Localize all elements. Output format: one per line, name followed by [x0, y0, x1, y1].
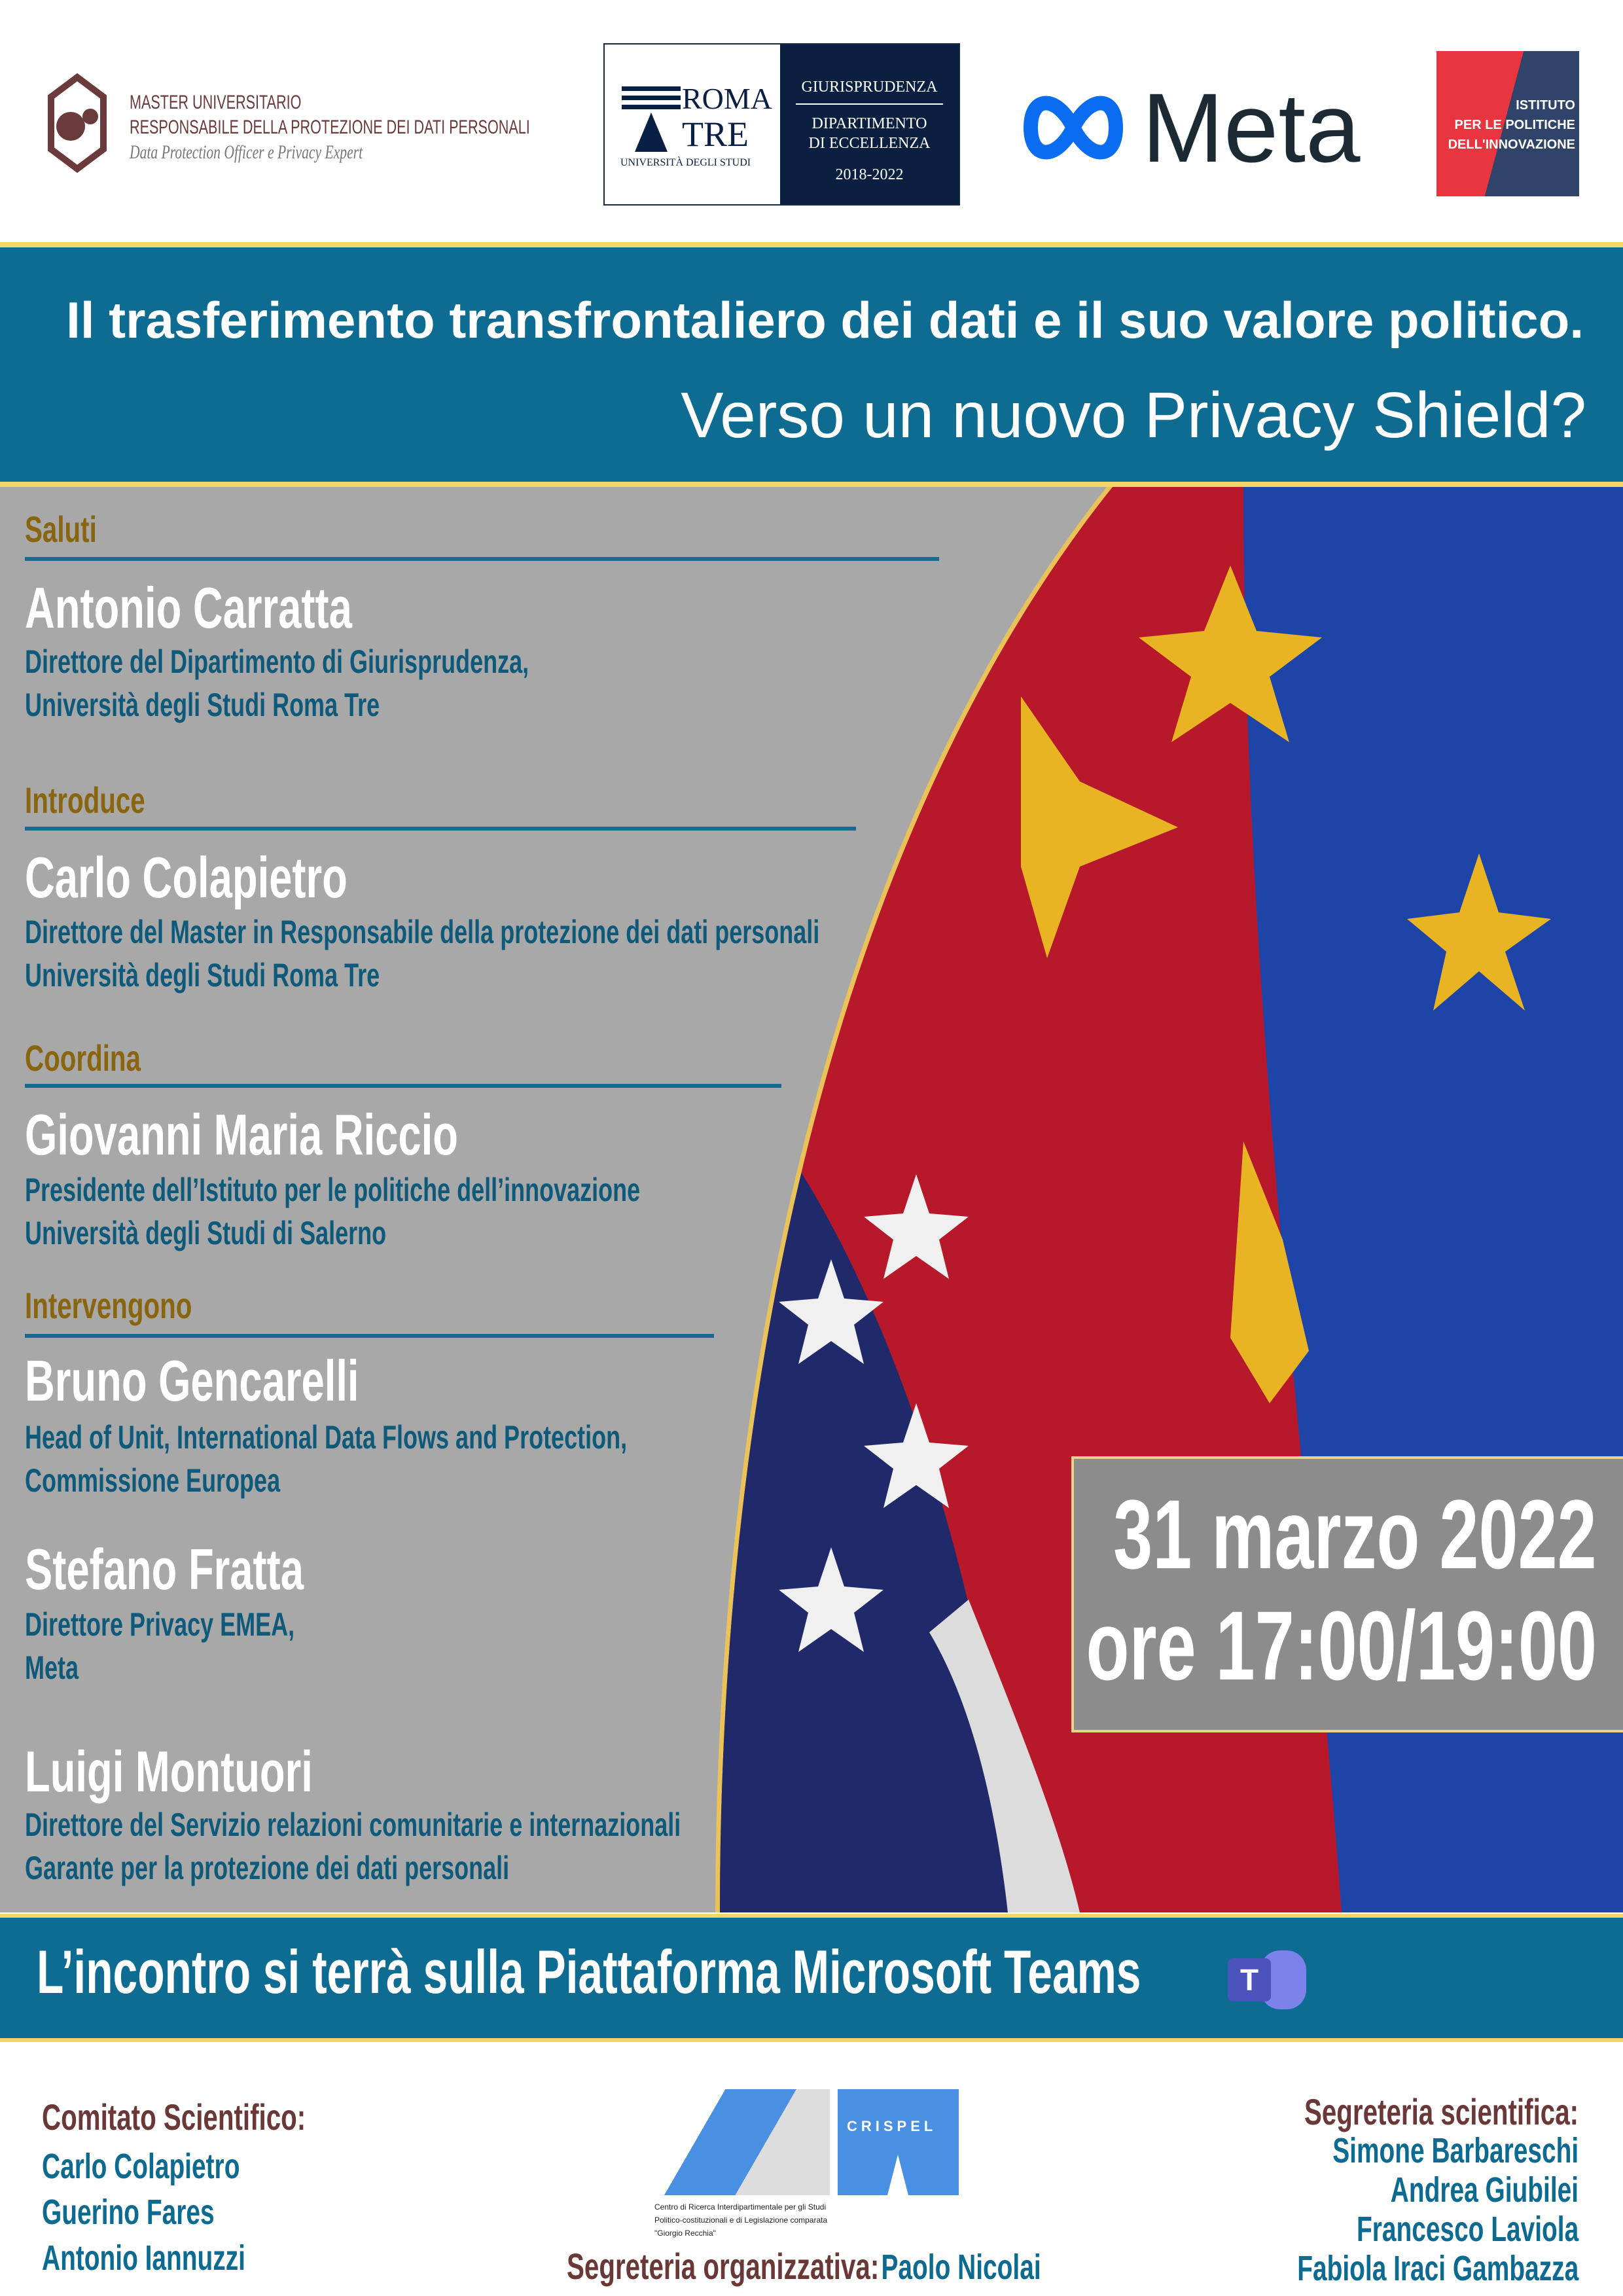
- divider: [0, 482, 1623, 487]
- master-emblem-icon: [38, 71, 110, 175]
- ipi-line3: DELL'INNOVAZIONE: [1448, 137, 1575, 152]
- section-rule: [25, 1334, 714, 1338]
- crispel-logo: [654, 2089, 959, 2259]
- section-rule: [25, 557, 939, 561]
- romatre-roma: ROMA: [682, 82, 773, 115]
- section-label-intervengono: Intervengono: [25, 1285, 192, 1326]
- romatre-logo: [603, 43, 960, 206]
- master-logo: [38, 71, 581, 175]
- section-label-introduce: Introduce: [25, 780, 145, 821]
- speaker-desc: Garante per la protezione dei dati personali: [25, 1850, 510, 1886]
- section-rule: [25, 1084, 781, 1088]
- title-band: [0, 247, 1623, 482]
- speaker-desc: Head of Unit, International Data Flows and Protection,: [25, 1419, 628, 1456]
- master-line3: Data Protection Officer e Privacy Expert: [130, 141, 363, 163]
- crispel-line2: Politico-costituzionali e di Legislazione comparata: [654, 2215, 828, 2225]
- event-time: ore 17:00/19:00: [1086, 1590, 1597, 1700]
- speaker-name: Stefano Fratta: [25, 1537, 304, 1602]
- ipi-line1: ISTITUTO: [1516, 98, 1575, 113]
- ipi-logo: [1436, 51, 1579, 196]
- master-line1: MASTER UNIVERSITARIO: [130, 92, 302, 113]
- speaker-desc: Direttore Privacy EMEA,: [25, 1606, 295, 1643]
- committee-member: Antonio Iannuzzi: [42, 2238, 245, 2278]
- crispel-name: CRISPEL: [847, 2118, 937, 2134]
- romatre-emblem-icon: [622, 86, 681, 152]
- divider: [0, 242, 1623, 247]
- romatre-exc2: DI ECCELLENZA: [808, 135, 931, 152]
- master-line2: RESPONSABILE DELLA PROTEZIONE DEI DATI PERSONALI: [130, 117, 530, 138]
- speaker-desc: Commissione Europea: [25, 1462, 281, 1499]
- ipi-line2: PER LE POLITICHE: [1454, 118, 1575, 132]
- speaker-desc: Presidente dell’Istituto per le politiche dell’innovazione: [25, 1172, 641, 1208]
- sci-title: Segreteria scientifica:: [1304, 2091, 1578, 2132]
- section-label-saluti: Saluti: [25, 509, 97, 550]
- section-label-coordina: Coordina: [25, 1037, 141, 1079]
- meta-wordmark: Meta: [1142, 73, 1361, 183]
- teams-letter: T: [1228, 1958, 1271, 2001]
- org-title: Segreteria organizzativa:: [567, 2246, 880, 2287]
- speaker-desc: Università degli Studi Roma Tre: [25, 687, 380, 723]
- speaker-name: Giovanni Maria Riccio: [25, 1102, 458, 1167]
- speaker-desc: Direttore del Dipartimento di Giurisprudenza,: [25, 643, 529, 680]
- crispel-line3: "Giorgio Recchia": [654, 2229, 716, 2238]
- committee-member: Carlo Colapietro: [42, 2147, 240, 2186]
- speaker-desc: Direttore del Servizio relazioni comunitarie e internazionali: [25, 1806, 681, 1843]
- speaker-name: Bruno Gencarelli: [25, 1348, 359, 1413]
- romatre-years: 2018-2022: [835, 166, 904, 183]
- romatre-exc1: DIPARTIMENTO: [812, 115, 927, 132]
- speaker-name: Luigi Montuori: [25, 1739, 313, 1804]
- speaker-name: Carlo Colapietro: [25, 845, 348, 910]
- committee-title: Comitato Scientifico:: [42, 2096, 306, 2138]
- meta-logo: [1018, 73, 1361, 183]
- sci-member: Andrea Giubilei: [1390, 2170, 1578, 2210]
- speaker-desc: Università degli Studi Roma Tre: [25, 957, 380, 994]
- logo-header: [0, 0, 1623, 242]
- platform-text: L’incontro si terrà sulla Piattaforma Microsoft Teams: [37, 1937, 1141, 2006]
- title-line2: Verso un nuovo Privacy Shield?: [681, 379, 1586, 451]
- org-name: Paolo Nicolai: [881, 2248, 1041, 2287]
- speaker-desc: Direttore del Master in Responsabile della protezione dei dati personali: [25, 914, 820, 950]
- event-date-box: [1071, 1456, 1623, 1732]
- meta-infinity-icon: [1018, 88, 1129, 167]
- romatre-sub: UNIVERSITÀ DEGLI STUDI: [620, 157, 751, 168]
- title-line1: Il trasferimento transfrontaliero dei dati e il suo valore politico.: [66, 291, 1584, 349]
- speaker-desc: Università degli Studi di Salerno: [25, 1215, 387, 1251]
- committee-member: Guerino Fares: [42, 2193, 215, 2232]
- sci-member: Fabiola Iraci Gambazza: [1297, 2249, 1578, 2288]
- crispel-line1: Centro di Ricerca Interdipartimentale per gli Studi: [654, 2202, 827, 2212]
- section-rule: [25, 827, 856, 831]
- event-date: 31 marzo 2022: [1113, 1479, 1597, 1589]
- romatre-tre: TRE: [682, 115, 749, 154]
- speaker-name: Antonio Carratta: [25, 575, 352, 640]
- sci-member: Simone Barbareschi: [1332, 2131, 1578, 2170]
- speaker-desc: Meta: [25, 1649, 79, 1686]
- sci-member: Francesco Laviola: [1356, 2210, 1578, 2249]
- teams-icon: [1228, 1944, 1313, 2016]
- platform-band: [0, 1914, 1623, 2042]
- romatre-dept: GIURISPRUDENZA: [801, 79, 938, 96]
